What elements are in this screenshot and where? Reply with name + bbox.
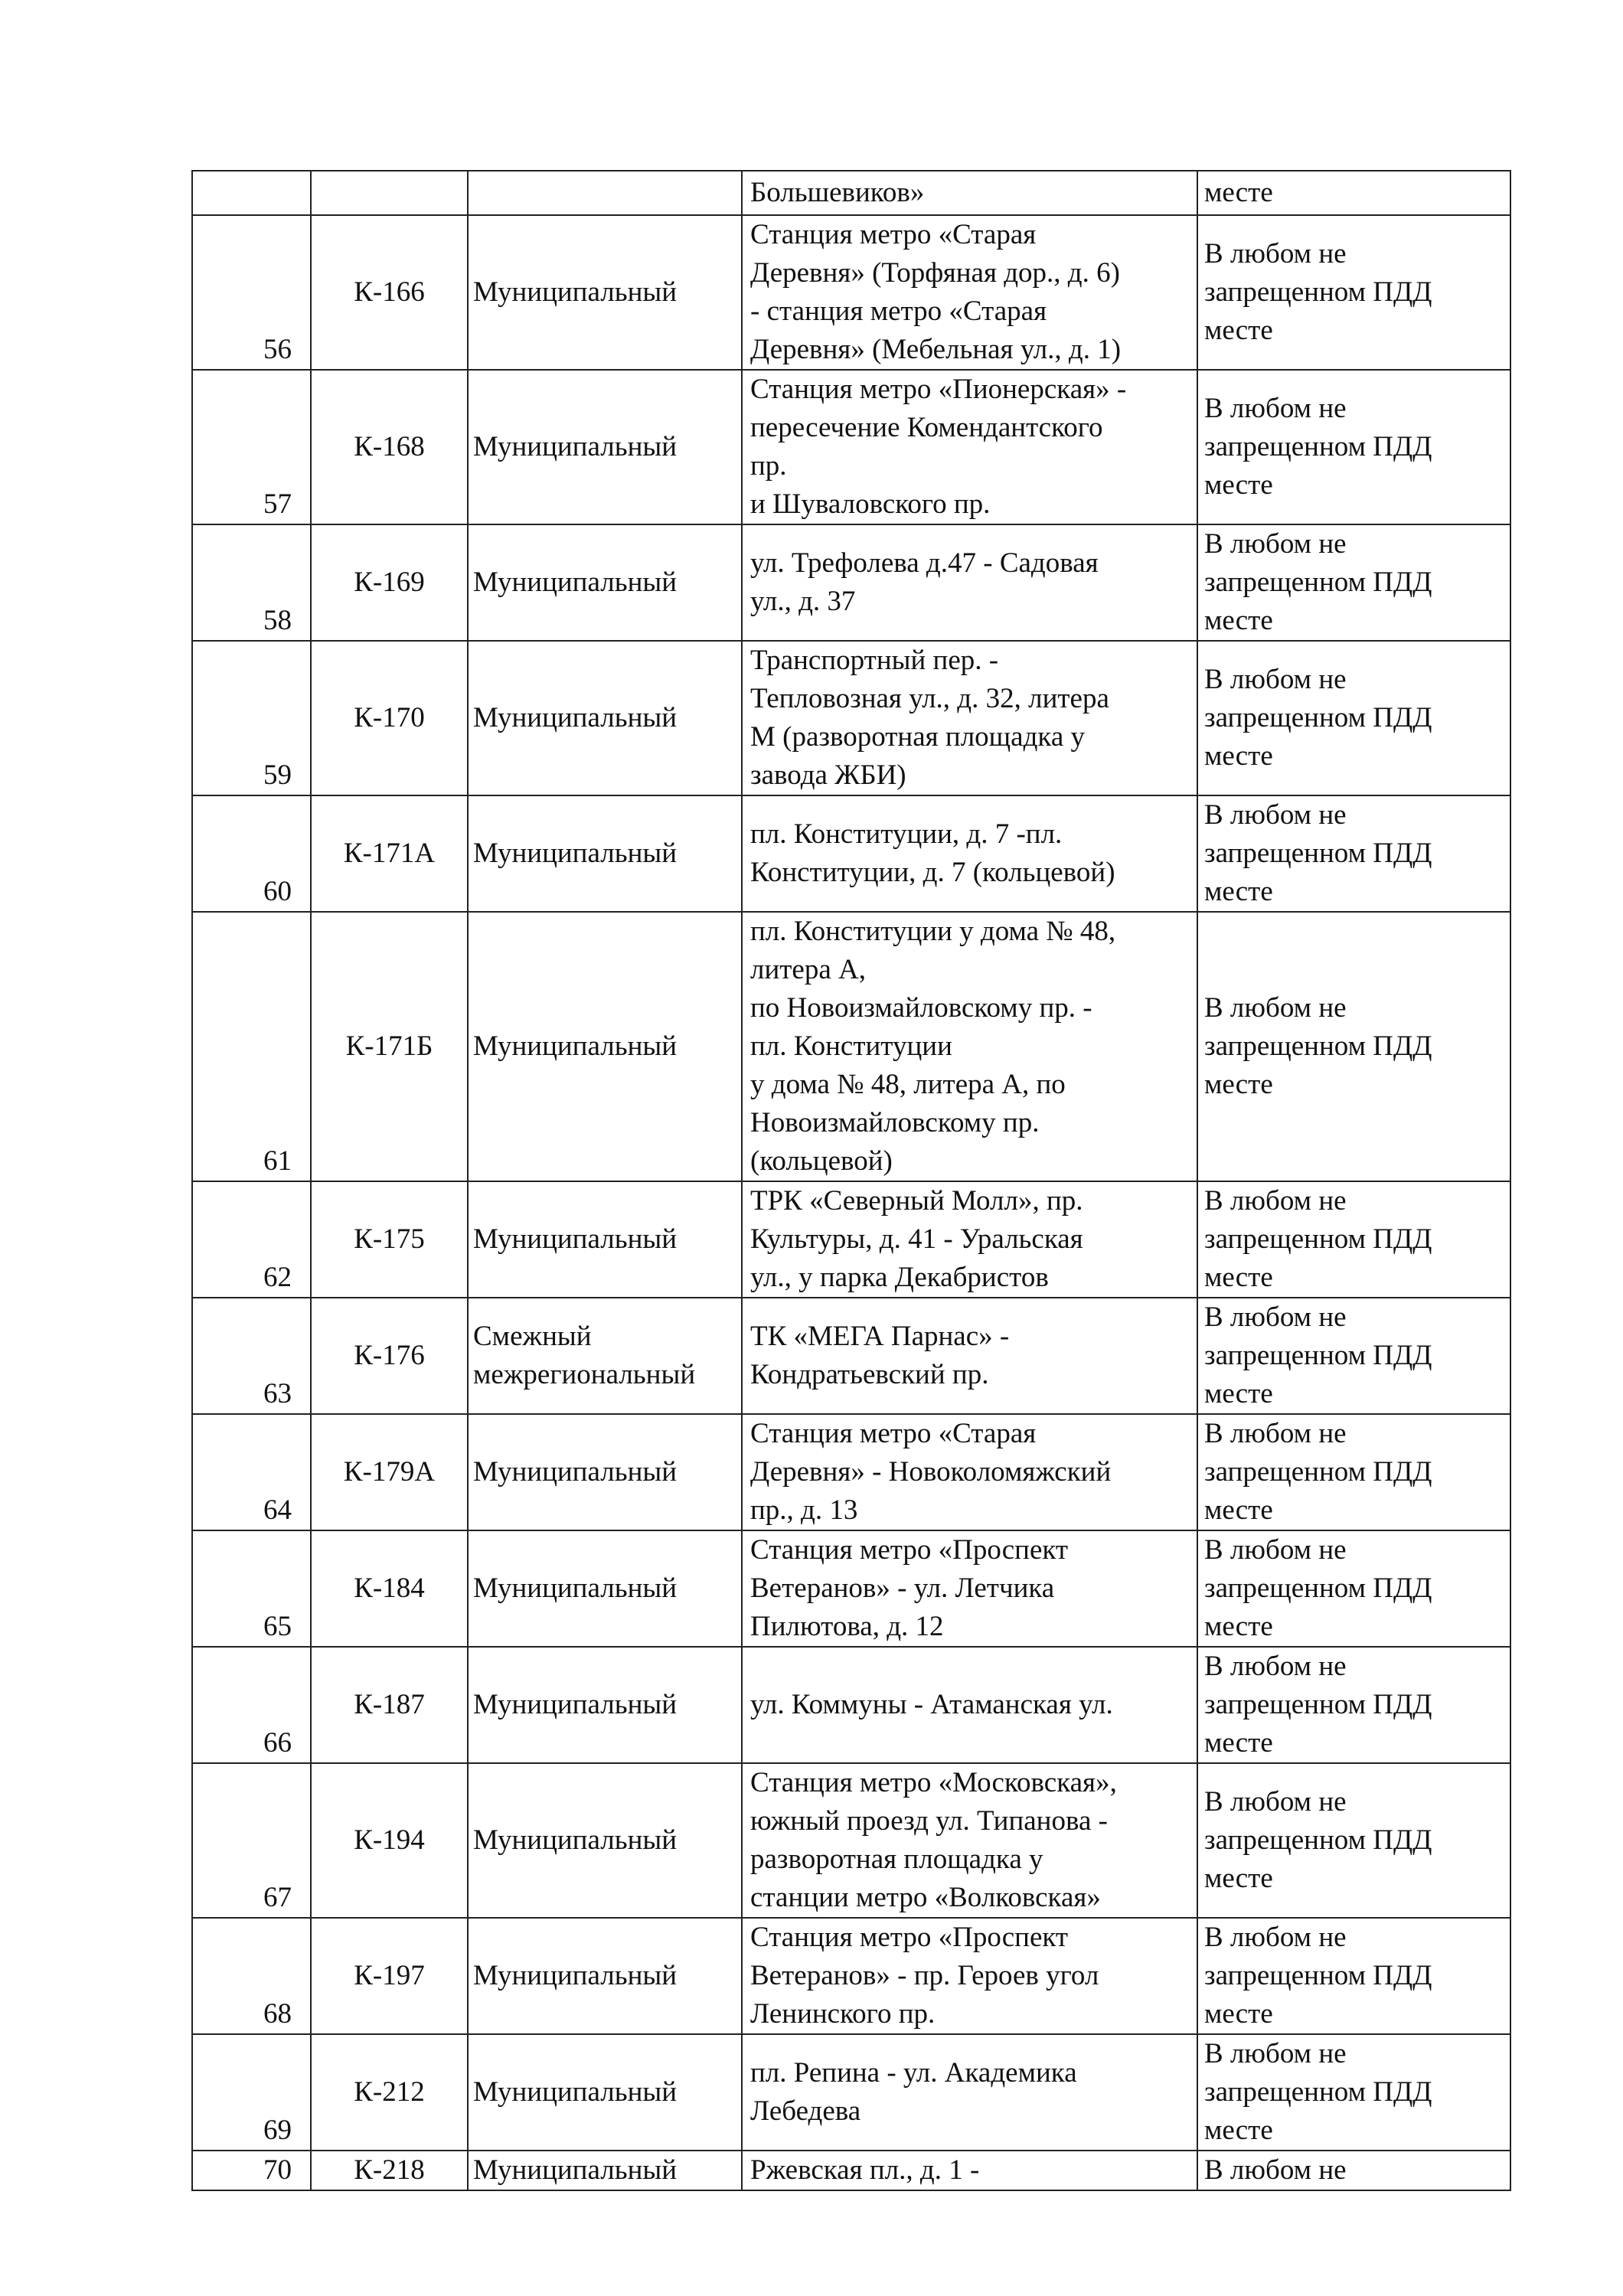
routes-table xyxy=(191,170,1511,2191)
cell-number: 59 xyxy=(192,641,311,795)
cell-stop: В любом не запрещенном ПДД месте xyxy=(1197,1647,1510,1763)
cell-number: 67 xyxy=(192,1763,311,1918)
cell-route: К-171Б xyxy=(311,912,468,1181)
cell-number: 64 xyxy=(192,1414,311,1530)
cell-type: Муниципальный xyxy=(468,2151,742,2190)
cell-stop: В любом не запрещенном ПДД месте xyxy=(1197,524,1510,641)
cell-stop: В любом не запрещенном ПДД месте xyxy=(1197,1530,1510,1647)
cell-stop: В любом не запрещенном ПДД месте xyxy=(1197,641,1510,795)
table-row xyxy=(192,524,1510,641)
cell-route: К-171А xyxy=(311,795,468,912)
table-row xyxy=(192,1181,1510,1298)
cell-route: К-187 xyxy=(311,1647,468,1763)
cell-type: Смежный межрегиональный xyxy=(468,1298,742,1414)
cell-number: 65 xyxy=(192,1530,311,1647)
cell-number: 68 xyxy=(192,1918,311,2034)
cell-number: 70 xyxy=(192,2151,311,2190)
cell-route: К-184 xyxy=(311,1530,468,1647)
cell-route: К-168 xyxy=(311,370,468,524)
table-row xyxy=(192,912,1510,1181)
table-row xyxy=(192,1414,1510,1530)
cell-stop: В любом не запрещенном ПДД месте xyxy=(1197,912,1510,1181)
cell-path: пл. Репина - ул. Академика Лебедева xyxy=(742,2034,1197,2151)
cell-number: 63 xyxy=(192,1298,311,1414)
cell-route: К-197 xyxy=(311,1918,468,2034)
cell-route: К-212 xyxy=(311,2034,468,2151)
cell-stop: В любом не xyxy=(1197,2151,1510,2190)
cell-path: ТК «МЕГА Парнас» - Кондратьевский пр. xyxy=(742,1298,1197,1414)
cell-stop: В любом не запрещенном ПДД месте xyxy=(1197,1181,1510,1298)
table-row xyxy=(192,215,1510,370)
cell-path: пл. Конституции у дома № 48, литера А, по Новоизмайловскому пр. - пл. Конституции у дома № 48, литера А, по Новоизмайловскому пр. (кольцевой) xyxy=(742,912,1197,1181)
cell-number: 62 xyxy=(192,1181,311,1298)
table-row xyxy=(192,1763,1510,1918)
table-row xyxy=(192,795,1510,912)
cell-number: 60 xyxy=(192,795,311,912)
cell-number: 61 xyxy=(192,912,311,1181)
cell-number xyxy=(192,171,311,215)
cell-stop: В любом не запрещенном ПДД месте xyxy=(1197,215,1510,370)
table-row xyxy=(192,1530,1510,1647)
cell-path: пл. Конституции, д. 7 -пл. Конституции, д. 7 (кольцевой) xyxy=(742,795,1197,912)
cell-number: 58 xyxy=(192,524,311,641)
cell-path: Станция метро «Московская», южный проезд ул. Типанова - разворотная площадка у станции метро «Волковская» xyxy=(742,1763,1197,1918)
cell-type: Муниципальный xyxy=(468,1763,742,1918)
cell-path: Транспортный пер. - Тепловозная ул., д. 32, литера М (разворотная площадка у завода ЖБИ) xyxy=(742,641,1197,795)
routes-table-body xyxy=(192,171,1510,2190)
cell-type: Муниципальный xyxy=(468,1414,742,1530)
cell-route: К-176 xyxy=(311,1298,468,1414)
cell-type: Муниципальный xyxy=(468,1647,742,1763)
cell-route xyxy=(311,171,468,215)
table-row xyxy=(192,1298,1510,1414)
cell-route: К-166 xyxy=(311,215,468,370)
table-row xyxy=(192,1647,1510,1763)
cell-stop: В любом не запрещенном ПДД месте xyxy=(1197,1918,1510,2034)
cell-type: Муниципальный xyxy=(468,370,742,524)
table-row xyxy=(192,1918,1510,2034)
cell-stop: В любом не запрещенном ПДД месте xyxy=(1197,2034,1510,2151)
cell-type: Муниципальный xyxy=(468,524,742,641)
table-row xyxy=(192,641,1510,795)
table-row xyxy=(192,2151,1510,2190)
cell-path: Станция метро «Проспект Ветеранов» - пр. Героев угол Ленинского пр. xyxy=(742,1918,1197,2034)
cell-type: Муниципальный xyxy=(468,2034,742,2151)
cell-type: Муниципальный xyxy=(468,215,742,370)
cell-path: Станция метро «Старая Деревня» (Торфяная дор., д. 6) - станция метро «Старая Деревня» (Мебельная ул., д. 1) xyxy=(742,215,1197,370)
cell-stop: месте xyxy=(1197,171,1510,215)
cell-type xyxy=(468,171,742,215)
cell-route: К-218 xyxy=(311,2151,468,2190)
table-row xyxy=(192,2034,1510,2151)
cell-stop: В любом не запрещенном ПДД месте xyxy=(1197,1414,1510,1530)
cell-number: 57 xyxy=(192,370,311,524)
cell-type: Муниципальный xyxy=(468,795,742,912)
table-row-continuation xyxy=(192,171,1510,215)
cell-path: Станция метро «Пионерская» - пересечение Комендантского пр. и Шуваловского пр. xyxy=(742,370,1197,524)
table-row xyxy=(192,370,1510,524)
cell-stop: В любом не запрещенном ПДД месте xyxy=(1197,370,1510,524)
cell-route: К-179А xyxy=(311,1414,468,1530)
cell-number: 56 xyxy=(192,215,311,370)
cell-path: Станция метро «Проспект Ветеранов» - ул. Летчика Пилютова, д. 12 xyxy=(742,1530,1197,1647)
cell-route: К-169 xyxy=(311,524,468,641)
cell-route: К-170 xyxy=(311,641,468,795)
cell-stop: В любом не запрещенном ПДД месте xyxy=(1197,795,1510,912)
cell-path: ул. Коммуны - Атаманская ул. xyxy=(742,1647,1197,1763)
cell-path: Ржевская пл., д. 1 - xyxy=(742,2151,1197,2190)
cell-stop: В любом не запрещенном ПДД месте xyxy=(1197,1298,1510,1414)
cell-type: Муниципальный xyxy=(468,641,742,795)
cell-type: Муниципальный xyxy=(468,912,742,1181)
cell-path: ТРК «Северный Молл», пр. Культуры, д. 41 - Уральская ул., у парка Декабристов xyxy=(742,1181,1197,1298)
cell-path: ул. Трефолева д.47 - Садовая ул., д. 37 xyxy=(742,524,1197,641)
cell-number: 69 xyxy=(192,2034,311,2151)
cell-stop: В любом не запрещенном ПДД месте xyxy=(1197,1763,1510,1918)
cell-type: Муниципальный xyxy=(468,1181,742,1298)
cell-path: Станция метро «Старая Деревня» - Новоколомяжский пр., д. 13 xyxy=(742,1414,1197,1530)
cell-route: К-175 xyxy=(311,1181,468,1298)
cell-type: Муниципальный xyxy=(468,1918,742,2034)
cell-number: 66 xyxy=(192,1647,311,1763)
cell-path: Большевиков» xyxy=(742,171,1197,215)
cell-type: Муниципальный xyxy=(468,1530,742,1647)
cell-route: К-194 xyxy=(311,1763,468,1918)
